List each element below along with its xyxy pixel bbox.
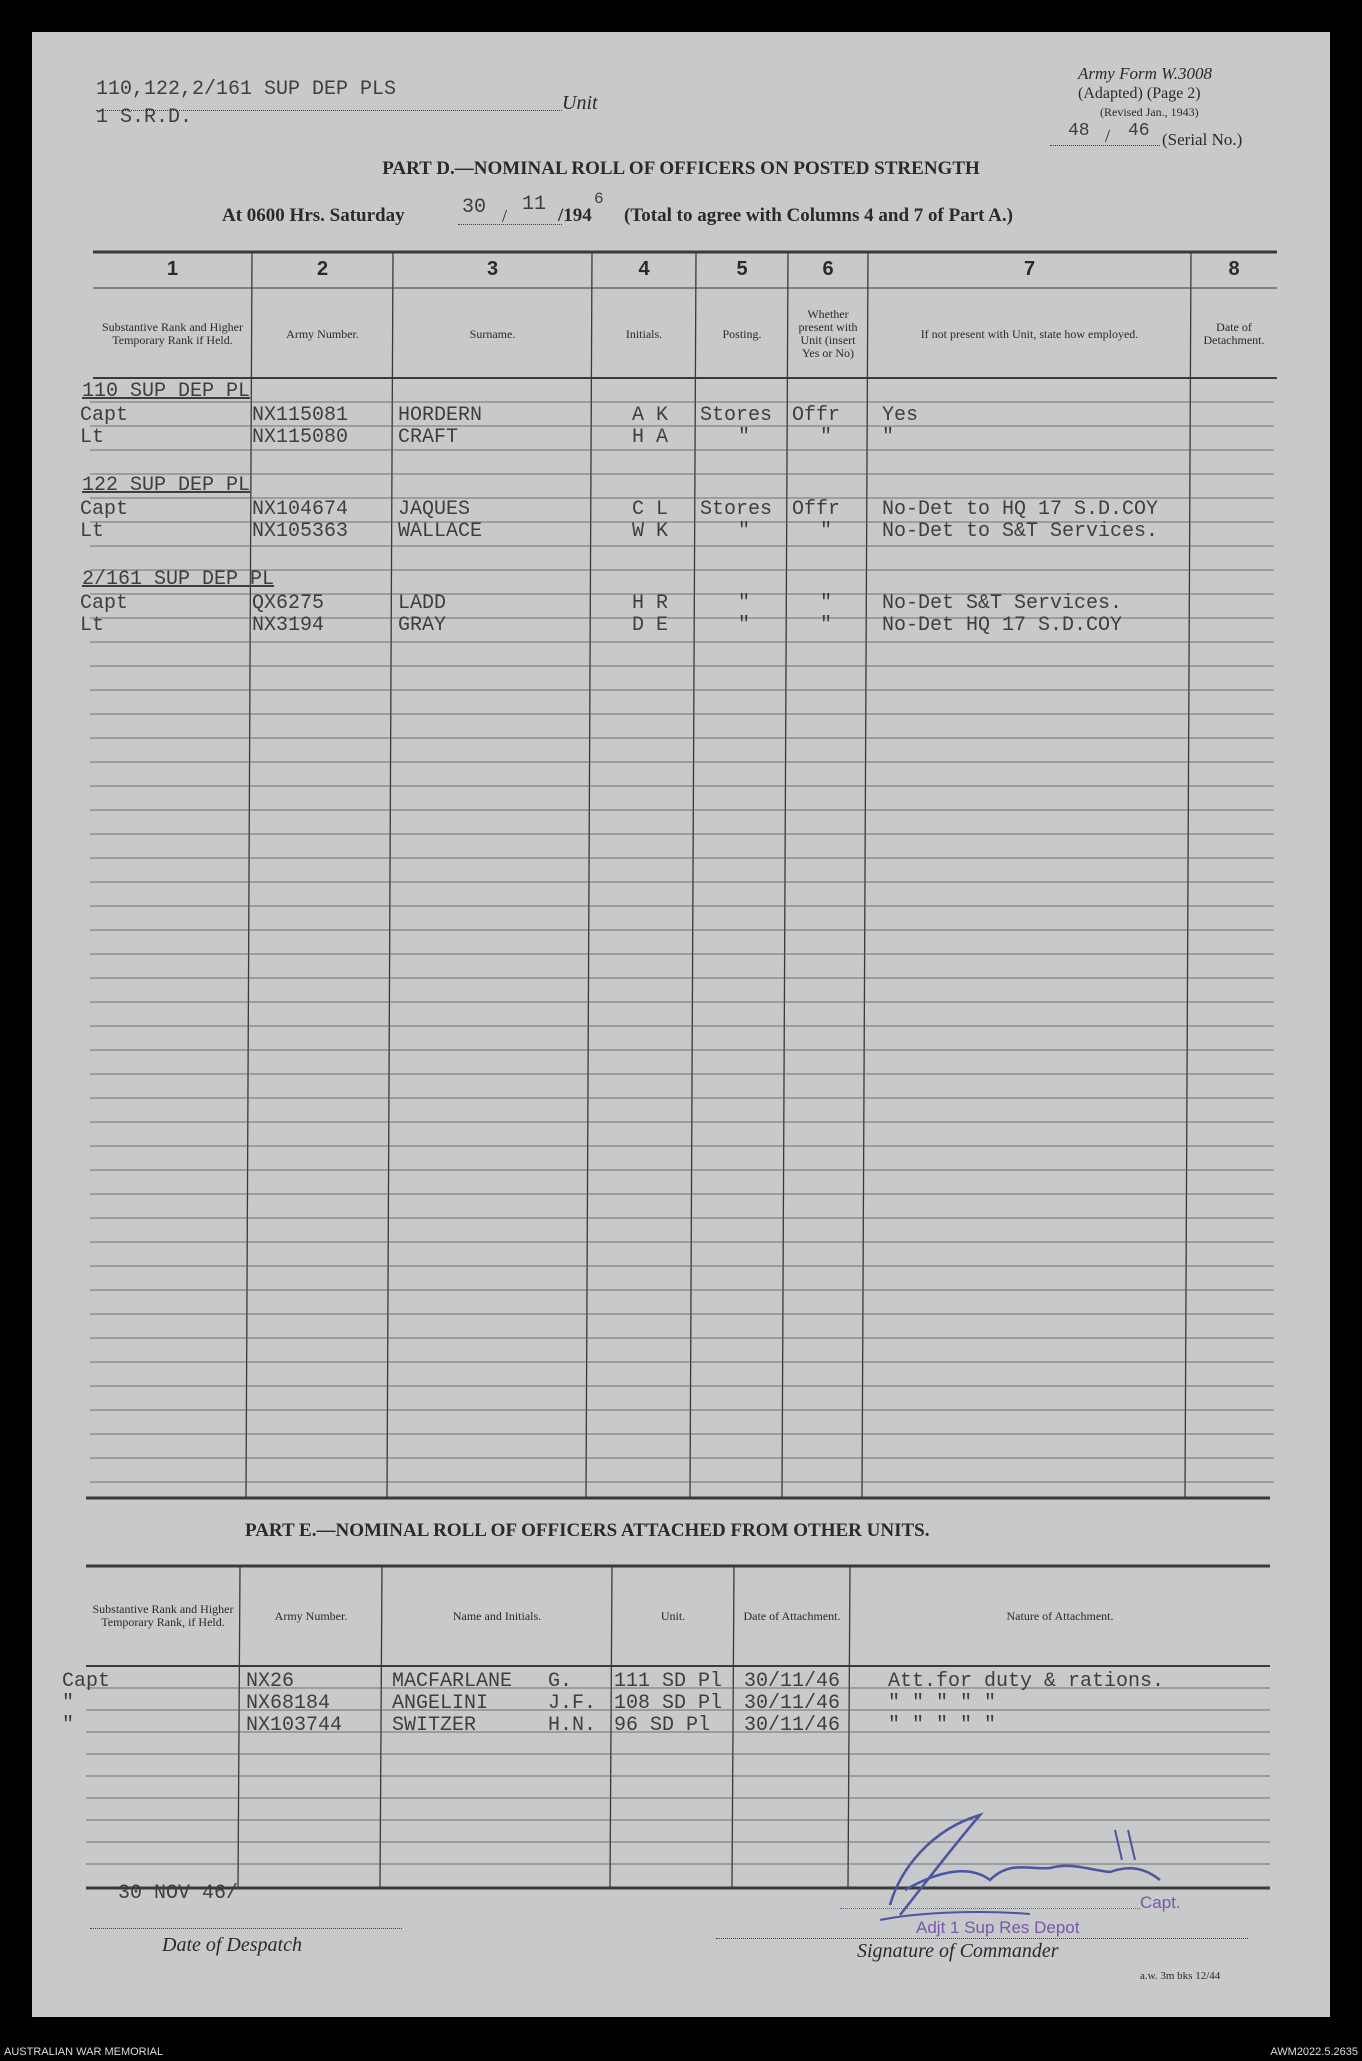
form-name: Army Form W.3008 — [1078, 64, 1212, 83]
cell-employed: No-Det S&T Services. — [882, 592, 1123, 615]
cell-number: QX6275 — [252, 592, 325, 615]
grid-line — [380, 1566, 382, 1888]
col-header-5: Posting. — [722, 326, 762, 341]
cell-surname: HORDERN — [398, 404, 483, 427]
serial-b: 46 — [1128, 121, 1150, 141]
cell-rank: Lt — [80, 520, 105, 543]
grid-line — [690, 252, 696, 1498]
col-number-2: 2 — [316, 258, 329, 280]
form-adapted: (Adapted) (Page 2) — [1078, 85, 1201, 102]
cell-posting: " — [738, 520, 751, 543]
despatch-label: Date of Despatch — [162, 1934, 302, 1956]
cell-surname: WALLACE — [398, 520, 483, 543]
cell-present: " — [820, 426, 833, 449]
e-cell-initials: H.N. — [548, 1714, 597, 1737]
cell-posting: Stores — [700, 498, 773, 521]
grid-line — [610, 1566, 612, 1888]
e-cell-nature: " " " " " — [888, 1692, 997, 1715]
col-number-8: 8 — [1228, 258, 1240, 280]
col-number-4: 4 — [638, 258, 650, 280]
cell-surname: CRAFT — [398, 426, 459, 449]
grid-line — [862, 252, 868, 1498]
e-cell-date: 30/11/46 — [744, 1670, 841, 1693]
adjt-stamp: Adjt 1 Sup Res Depot — [916, 1918, 1080, 1937]
serial-a: 48 — [1068, 121, 1090, 141]
grid-line — [238, 1566, 240, 1888]
cell-posting: " — [738, 426, 751, 449]
col-number-5: 5 — [736, 258, 748, 280]
grid-line — [782, 252, 788, 1498]
e-cell-number: NX103744 — [246, 1714, 343, 1737]
e-col-header-4: Unit. — [660, 1608, 686, 1623]
e-cell-date: 30/11/46 — [744, 1714, 841, 1737]
e-col-header-5: Date of Attachment. — [743, 1608, 841, 1623]
e-cell-date: 30/11/46 — [744, 1692, 841, 1715]
cell-employed: No-Det to HQ 17 S.D.COY — [882, 498, 1159, 521]
archive-right: AWM2022.5.2635 — [1270, 2046, 1358, 2058]
signature-label: Signature of Commander — [857, 1940, 1059, 1962]
cell-posting: " — [738, 592, 751, 615]
cell-rank: Capt — [80, 498, 129, 521]
e-cell-number: NX68184 — [246, 1692, 331, 1715]
cell-surname: JAQUES — [398, 498, 471, 521]
cell-surname: LADD — [398, 592, 447, 615]
grid-line — [732, 1566, 734, 1888]
cell-rank: Lt — [80, 426, 105, 449]
year-prefix: /194 — [558, 205, 592, 226]
archive-left: AUSTRALIAN WAR MEMORIAL — [4, 2046, 164, 2058]
cell-number: NX105363 — [252, 520, 349, 543]
col-header-7: If not present with Unit, state how employed. — [920, 326, 1139, 341]
col-number-3: 3 — [486, 258, 499, 280]
e-cell-rank: " — [62, 1714, 75, 1737]
col-header-6: Whether present with Unit (insert Yes or No) — [798, 307, 858, 360]
cell-initials: C L — [632, 498, 669, 521]
e-col-header-2: Army Number. — [274, 1608, 348, 1623]
col-header-4: Initials. — [625, 326, 663, 341]
e-cell-unit: 96 SD Pl — [614, 1714, 711, 1737]
grid-line — [387, 252, 393, 1498]
group-heading: 110 SUP DEP PL — [82, 380, 251, 403]
despatch-date: 30 NOV 46/ — [118, 1882, 239, 1905]
e-cell-nature: " " " " " — [888, 1714, 997, 1737]
col-header-2: Army Number. — [286, 326, 359, 341]
cell-rank: Capt — [80, 592, 129, 615]
unit-value-2: 1 S.R.D. — [96, 106, 193, 129]
e-cell-nature: Att.for duty & rations. — [888, 1670, 1165, 1693]
col-number-7: 7 — [1023, 258, 1036, 280]
e-cell-unit: 108 SD Pl — [614, 1692, 723, 1715]
cell-present: Offr — [792, 404, 841, 427]
cell-number: NX115080 — [252, 426, 349, 449]
cell-initials: H R — [632, 592, 669, 615]
part-e-title: PART E.—NOMINAL ROLL OF OFFICERS ATTACHED FROM OTHER UNITS. — [245, 1520, 930, 1541]
month: 11 — [522, 193, 547, 216]
col-number-1: 1 — [166, 258, 179, 280]
group-heading: 122 SUP DEP PL — [82, 474, 251, 497]
unit-value: 110,122,2/161 SUP DEP PLS — [96, 78, 397, 101]
e-col-header-1: Substantive Rank and Higher Temporary Rank, if Held. — [92, 1602, 234, 1629]
e-cell-initials: G. — [548, 1670, 573, 1693]
cell-initials: A K — [632, 404, 669, 427]
serial-label: (Serial No.) — [1162, 130, 1243, 149]
cell-present: " — [820, 592, 833, 615]
grid-line — [1185, 252, 1191, 1498]
cell-present: " — [820, 614, 833, 637]
cell-posting: Stores — [700, 404, 773, 427]
cell-initials: D E — [632, 614, 669, 637]
e-cell-number: NX26 — [246, 1670, 295, 1693]
e-cell-name: ANGELINI — [392, 1692, 489, 1715]
grid-line — [848, 1566, 850, 1888]
cell-rank: Capt — [80, 404, 129, 427]
group-heading: 2/161 SUP DEP PL — [82, 568, 275, 591]
cell-number: NX104674 — [252, 498, 349, 521]
print-code: a.w. 3m bks 12/44 — [1140, 1970, 1221, 1982]
date-sep: / — [502, 206, 508, 226]
cell-initials: W K — [632, 520, 669, 543]
cell-employed: " — [882, 426, 895, 449]
e-cell-name: MACFARLANE — [392, 1670, 513, 1693]
part-d-title: PART D.—NOMINAL ROLL OF OFFICERS ON POSTED STRENGTH — [382, 158, 980, 179]
total-note: (Total to agree with Columns 4 and 7 of Part A.) — [624, 205, 1013, 226]
cell-initials: H A — [632, 426, 669, 449]
at-label: At 0600 Hrs. Saturday — [222, 205, 405, 226]
col-header-1: Substantive Rank and Higher Temporary Rank if Held. — [102, 320, 243, 347]
e-cell-initials: J.F. — [548, 1692, 597, 1715]
e-col-header-3: Name and Initials. — [452, 1608, 542, 1623]
e-cell-name: SWITZER — [392, 1714, 477, 1737]
e-cell-rank: Capt — [62, 1670, 111, 1693]
cell-posting: " — [738, 614, 751, 637]
year-digit: 6 — [594, 190, 604, 208]
e-cell-rank: " — [62, 1692, 75, 1715]
serial-sep: / — [1105, 126, 1111, 146]
day: 30 — [462, 196, 487, 219]
unit-label: Unit — [562, 92, 598, 114]
cell-employed: No-Det to S&T Services. — [882, 520, 1159, 543]
cell-present: Offr — [792, 498, 841, 521]
cell-number: NX115081 — [252, 404, 349, 427]
cell-rank: Lt — [80, 614, 105, 637]
col-header-8: Date of Detachment. — [1203, 320, 1265, 347]
capt-stamp: Capt. — [1140, 1893, 1181, 1912]
e-col-header-6: Nature of Attachment. — [1006, 1608, 1114, 1623]
grid-line — [586, 252, 592, 1498]
cell-present: " — [820, 520, 833, 543]
form-revised: (Revised Jan., 1943) — [1100, 105, 1199, 119]
e-cell-unit: 111 SD Pl — [614, 1670, 723, 1693]
cell-surname: GRAY — [398, 614, 447, 637]
cell-number: NX3194 — [252, 614, 325, 637]
signature-image — [860, 1810, 1180, 1930]
col-number-6: 6 — [822, 258, 834, 280]
cell-employed: Yes — [882, 404, 919, 427]
col-header-3: Surname. — [469, 326, 516, 341]
cell-employed: No-Det HQ 17 S.D.COY — [882, 614, 1123, 637]
